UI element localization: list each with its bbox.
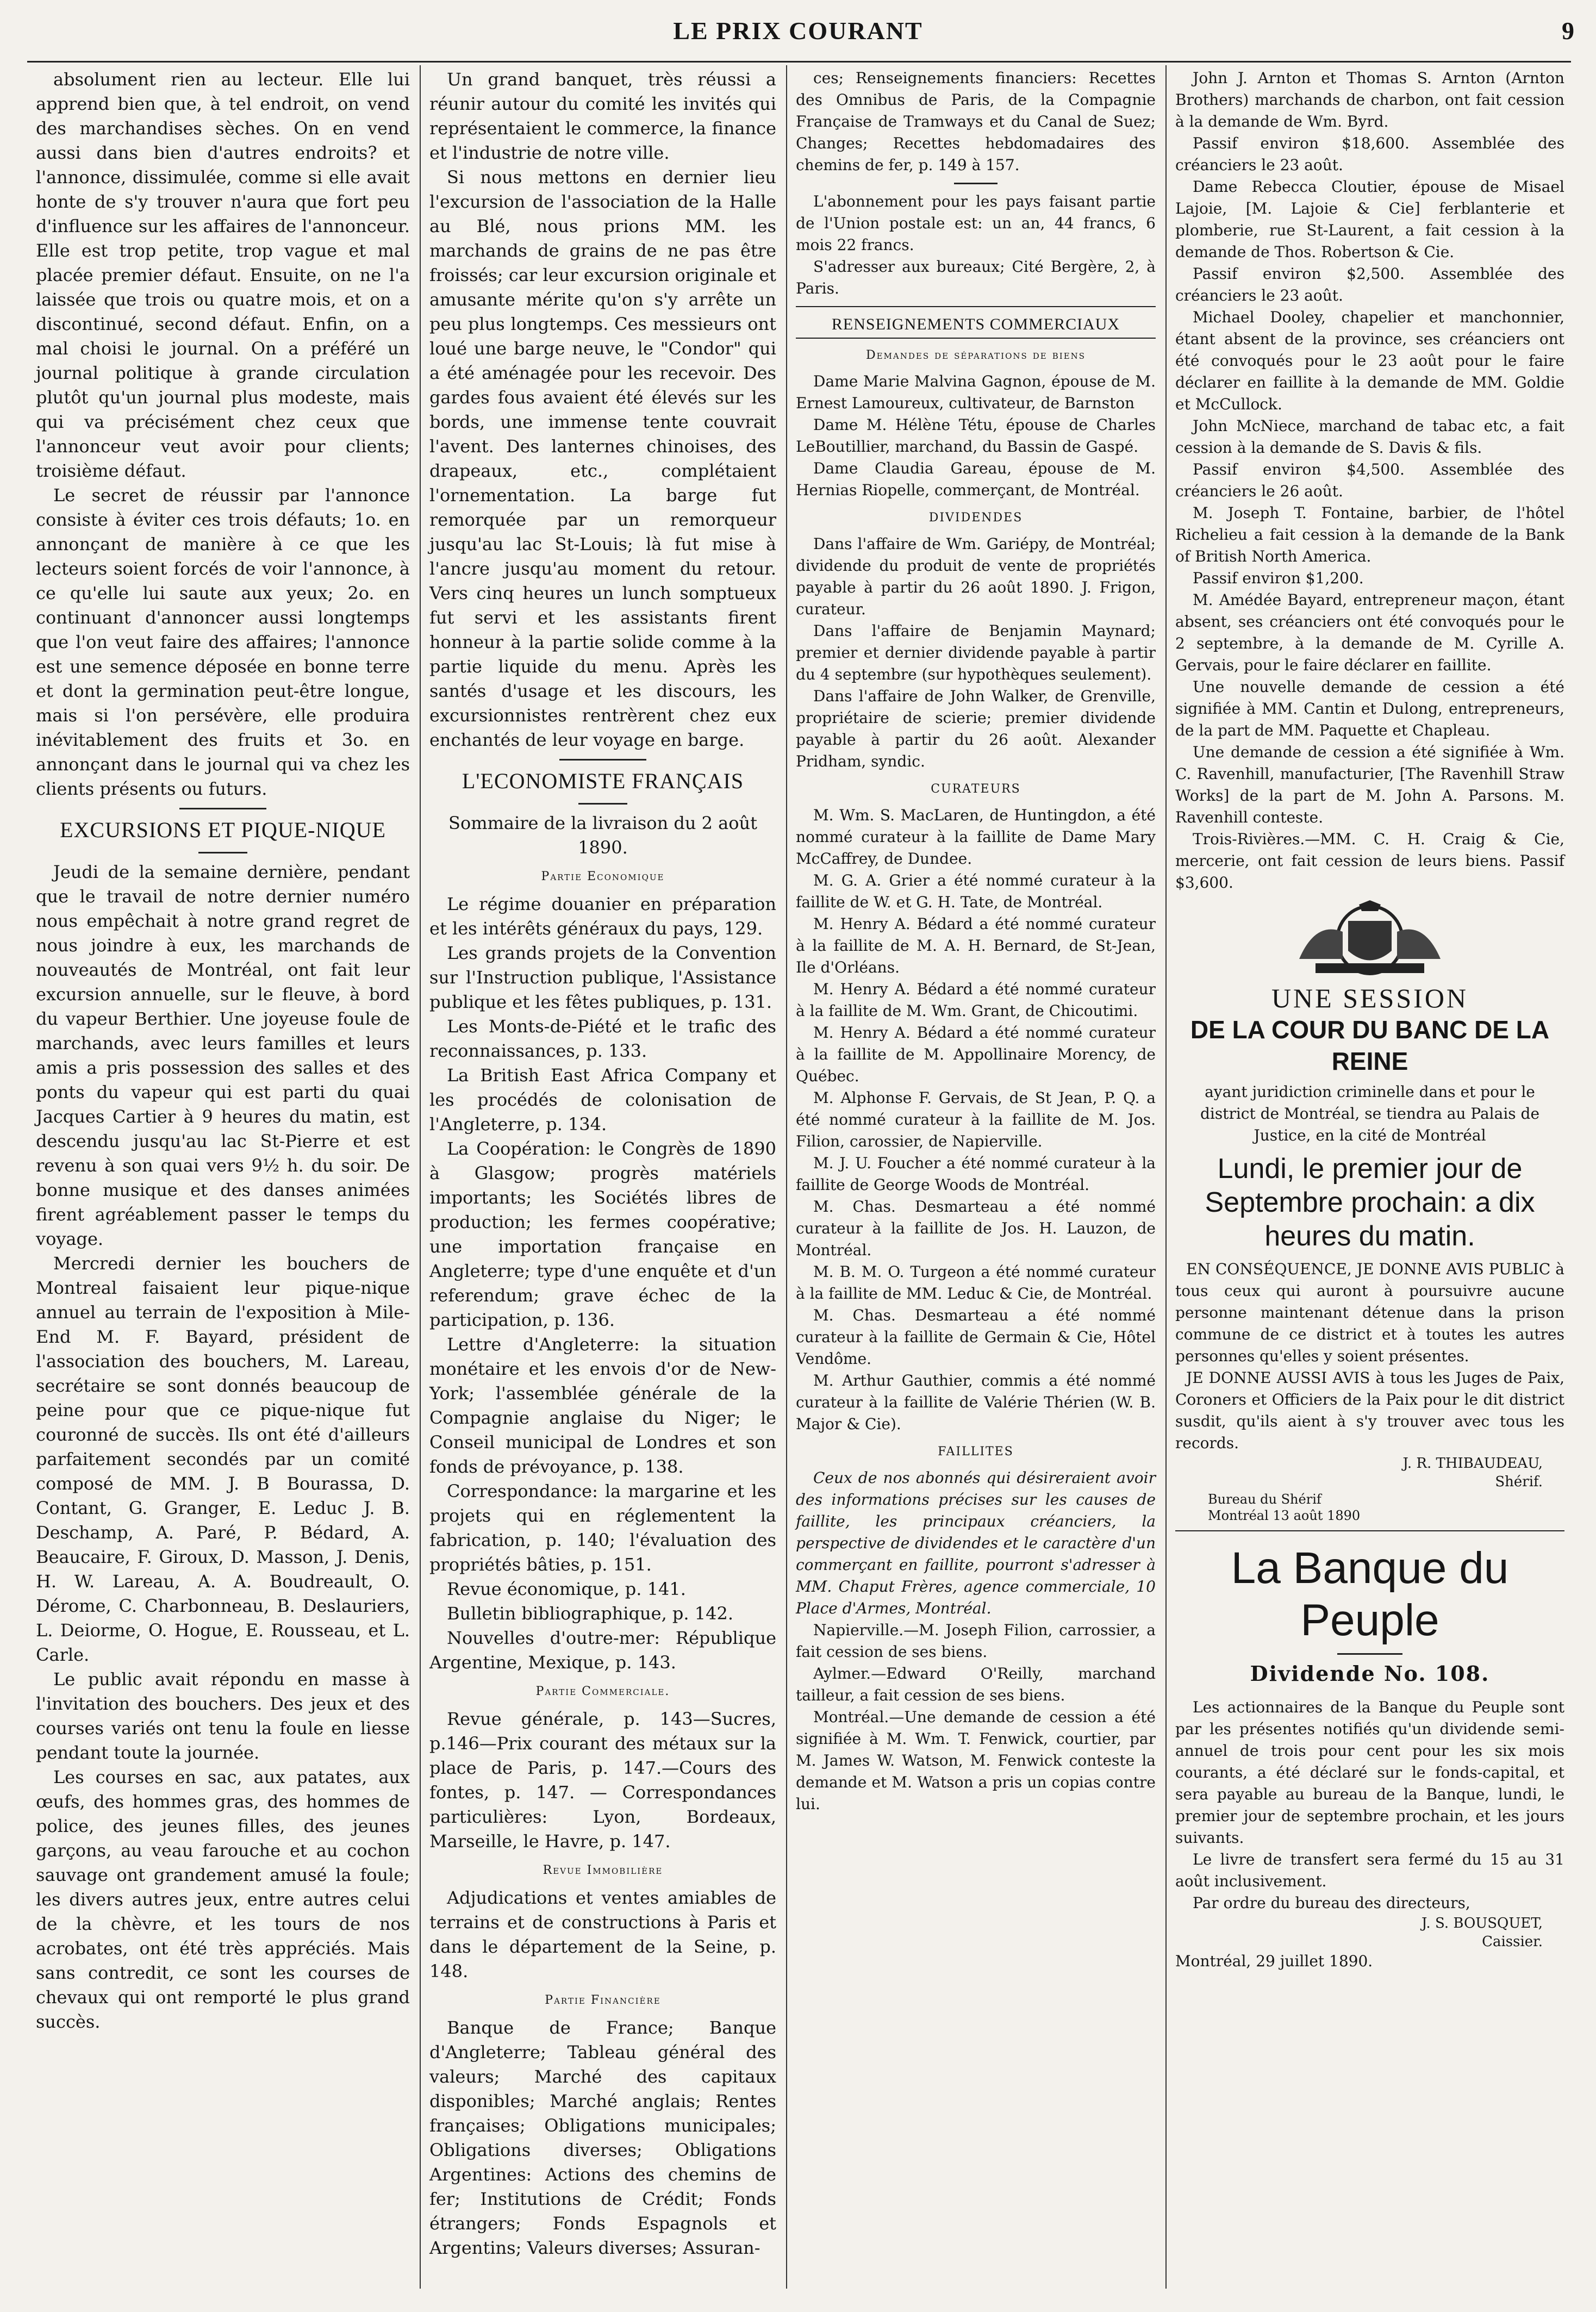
article-paragraph: Le public avait répondu en masse à l'invitation des bouchers. Des jeux et des courses variés ont tenu la foule en liesse pendant toute la journée. <box>36 1669 410 1763</box>
column-4 <box>1168 67 1572 2296</box>
session-subtitle: DE LA COUR DU BANC DE LA REINE <box>1190 1015 1550 1075</box>
article-paragraph: Les courses en sac, aux patates, aux œufs, des hommes gras, des hommes de police, des jeunes filles, des jeunes garçons, au veau farouche et au cochon sauvage ont grandement amusé la foule; les divers autres jeux, entre autres celui de la chèvre, et les tours de nos acrobates, ont été très appréciés. Mais sans contredit, ce sont les courses de chevaux qui ont remporté le plus grand succès. <box>36 1767 410 2032</box>
page-number: 9 <box>1562 17 1574 45</box>
list-item: Correspondance: la margarine et les projets qui en réglementent la fabrication, p. 140; l'évaluation des propriétés bâties, p. 151. <box>429 1481 776 1575</box>
list-item: M. Wm. S. MacLaren, de Huntingdon, a été nommé curateur à la faillite de Dame Mary McCaffrey, de Dundee. <box>796 806 1156 868</box>
list-item: Passif environ $1,200. <box>1193 569 1364 587</box>
list-item: Passif environ $4,500. Assemblée des créanciers le 26 août. <box>1175 460 1564 500</box>
royal-coat-of-arms-icon <box>1267 899 1473 981</box>
banque-paragraph: Le livre de transfert sera fermé du 15 au 31 août inclusivement. <box>1175 1850 1564 1890</box>
list-item: Lettre d'Angleterre: la situation monétaire et les envois d'or de New-York; l'assemblée générale de la Compagnie anglaise du Niger; le Conseil municipal de Londres et son fonds de prévoyance, p. 138. <box>429 1334 776 1477</box>
list-item: Montréal.—Une demande de cession a été signifiée à M. Wm. T. Fenwick, courtier, par M. James W. Watson, M. Fenwick conteste la demande et M. Watson a pris un copias contre lui. <box>796 1708 1156 1813</box>
header-rule <box>27 61 1571 63</box>
list-item: M. Arthur Gauthier, commis a été nommé curateur à la faillite de Valérie Thérien (W. B. Major & Cie). <box>796 1372 1156 1433</box>
session-jurisdiction: ayant juridiction criminelle dans et pour le district de Montréal, se tiendra au Palais de Justice, en la cité de Montréal <box>1200 1083 1540 1144</box>
list-item: Banque de France; Banque d'Angleterre; Tableau général des valeurs; Marché des capitaux disponibles; Marché anglais; Rentes françaises; Obligations municipales; Obligations diverses; Obligations Argentines: Actions des chemins de fer; Institutions de Crédit; Fonds étrangers; Fonds Espagnols et Argentins; Valeurs diverses; Assuran- <box>429 2017 776 2258</box>
article-paragraph: S'adresser aux bureaux; Cité Bergère, 2, à Paris. <box>796 258 1156 297</box>
article-paragraph: Mercredi dernier les bouchers de Montreal faisaient leur pique-nique annuel au terrain de l'exposition à Mile-End M. F. Bayard, président de l'association des bouchers, M. Lareau, secrétaire se sont donnés beaucoup de peine pour que ce pique-nique fut couronné de succès. Ils ont été d'ailleurs parfaitement secondés par un comité composé de MM. J. B Bourassa, D. Contant, G. Granger, E. Leduc J. B. Deschamp, A. Paré, P. Bédard, A. Beaucaire, F. Giroux, D. Masson, J. Denis, H. W. Lareau, A. A. Boudreault, O. Dérome, C. Charbonneau, B. Deslauriers, L. Deiorme, O. Hogue, E. Rousseau, et L. Carle. <box>36 1253 410 1665</box>
article-paragraph: Jeudi de la semaine dernière, pendant que le travail de notre dernier numéro nous empêchait à notre grand regret de nous joindre à eux, les marchands de nouveautés de Montréal, ont fait leur excursion annuelle, sur le fleuve, à bord du vapeur Berthier. Une joyeuse foule de marchands, avec leurs familles et leurs amis a pris possession des salles et des ponts du vapeur qui est parti du quai Jacques Cartier à 9 heures du matin, est descendu jusqu'au lac St-Pierre et est revenu à son quai vers 9½ h. du soir. De bonne musique et des danses animées firent agréablement passer le temps du voyage. <box>36 862 410 1249</box>
list-item: Dame Marie Malvina Gagnon, épouse de M. Ernest Lamoureux, cultivateur, de Barnston <box>796 372 1156 412</box>
list-item: La Coopération: le Congrès de 1890 à Glasgow; progrès matériels importants; les Sociétés libres de production; les fermes coopérative; une importation française en Angleterre; type d'une enquête et d'un referendum; grave échec de la participation, p. 136. <box>429 1138 776 1330</box>
article-paragraph: Un grand banquet, très réussi a réunir autour du comité les invités qui représentaient le commerce, la finance et l'industrie de notre ville. <box>429 69 776 163</box>
list-item: La British East Africa Company et les procédés de colonisation de l'Angleterre, p. 134. <box>429 1065 776 1135</box>
list-item: M. Henry A. Bédard a été nommé curateur à la faillite de M. Wm. Grant, de Chicoutimi. <box>796 980 1156 1020</box>
list-item: Une nouvelle demande de cession a été signifiée à MM. Cantin et Dulong, entrepreneurs, de la part de MM. Paquette et Chapleau. <box>1175 678 1564 739</box>
article-paragraph: absolument rien au lecteur. Elle lui apprend bien que, à tel endroit, on vend des marchandises sèches. On en vend aussi dans bien d'autres endroits? et l'annonce, dissimulée, comme si elle avait honte de s'y trouver n'aura que fort peu d'influence sur les affaires de l'annonceur. Elle est trop petite, trop vague et mal placée premier défaut. Ensuite, on ne l'a laissée que trois ou quatre mois, et on a discontinué, second défaut. Enfin, on a mal choisi le journal. On a préféré un journal politique à grande circulation plutôt qu'un journal plus modeste, mais qui va précisément chez ceux que l'annonceur veut avoir pour clients; troisième défaut. <box>36 69 410 481</box>
list-item: Passif environ $2,500. Assemblée des créanciers le 23 août. <box>1175 265 1564 304</box>
list-item: M. B. M. O. Turgeon a été nommé curateur à la faillite de MM. Leduc & Cie, de Montréal. <box>796 1263 1156 1303</box>
banque-title: La Banque du Peuple <box>1231 1543 1509 1645</box>
list-item: Bulletin bibliographique, p. 142. <box>447 1603 733 1624</box>
faillites-intro: Ceux de nos abonnés qui désireraient avoir des informations précises sur les causes de faillite, les principaux créanciers, la perspective de dividendes et le caractère d'un commerçant en faillite, pourront s'adresser à MM. Chaput Frères, agence commerciale, 10 Place d'Armes, Montréal. <box>796 1469 1156 1617</box>
list-item: Le régime douanier en préparation et les intérêts généraux du pays, 129. <box>429 894 776 939</box>
section-separator <box>198 852 247 853</box>
list-item: M. Henry A. Bédard a été nommé curateur à la faillite de M. Appollinaire Morency, de Québec. <box>796 1024 1156 1085</box>
column-divider <box>1165 65 1167 2289</box>
list-item: Les Monts-de-Piété et le trafic des reconnaissances, p. 133. <box>429 1016 776 1061</box>
list-item: M. Joseph T. Fontaine, barbier, de l'hôtel Richelieu a fait cession à la demande de la Bank of British North America. <box>1175 504 1564 565</box>
section-heading: L'ECONOMISTE FRANÇAIS <box>462 769 744 793</box>
list-item: Aylmer.—Edward O'Reilly, marchand tailleur, a fait cession de ses biens. <box>796 1665 1156 1704</box>
section-heading: RENSEIGNEMENTS COMMERCIAUX <box>831 315 1120 333</box>
list-item: M. J. U. Foucher a été nommé curateur à la faillite de George Woods de Montréal. <box>796 1154 1156 1194</box>
article-paragraph: L'abonnement pour les pays faisant partie de l'Union postale est: un an, 44 francs, 6 mois 22 francs. <box>796 192 1156 254</box>
list-item: Dame Rebecca Cloutier, épouse de Misael Lajoie, [M. Lajoie & Cie] ferblanterie et plomberie, rue St-Laurent, a fait cession à la demande de Thos. Robertson & Cie. <box>1175 178 1564 261</box>
session-notice: JE DONNE AUSSI AVIS à tous les Juges de Paix, Coroners et Officiers de la Paix pour le dit district susdit, qu'ils aient à s'y trouver avec tous les records. <box>1175 1369 1564 1452</box>
section-separator <box>578 803 627 805</box>
subsection-heading: Partie Financière <box>545 1993 661 2007</box>
list-item: Passif environ $18,600. Assemblée des créanciers le 23 août. <box>1175 134 1564 174</box>
list-item: Napierville.—M. Joseph Filion, carrossier, a fait cession de ses biens. <box>796 1621 1156 1661</box>
list-item: Adjudications et ventes amiables de terrains et de constructions à Paris et dans le département de la Seine, p. 148. <box>429 1887 776 1981</box>
subsection-heading: DIVIDENDES <box>928 511 1023 525</box>
column-divider <box>786 65 787 2289</box>
article-paragraph: Si nous mettons en dernier lieu l'excursion de l'association de la Halle au Blé, nous prions MM. les marchands de grains de ne pas être froissés; car leur excursion originale et amusante mérite qu'on s'y arrête un peu plus longtemps. Ces messieurs ont loué une barge neuve, le "Condor" qui a été aménagée pour les recevoir. Des gardes fous avaient été élevés sur les bords, une immense tente couvrait l'avent. Des lanternes chinoises, des drapeaux, etc., complétaient l'ornementation. La barge fut remorquée par un remorqueur jusqu'au lac St-Louis; là fut mise à l'ancre jusqu'au moment du retour. Vers cinq heures un lunch somptueux fut servi et les assistants firent honneur à la partie solide comme à la partie liquide du menu. Après les santés d'usage et les discours, les excursionnistes rentrèrent chez eux enchantés de leur voyage en barge. <box>429 167 776 750</box>
list-item: John J. Arnton et Thomas S. Arnton (Arnton Brothers) marchands de charbon, ont fait cession à la demande de Wm. Byrd. <box>1175 69 1564 130</box>
article-paragraph: Le secret de réussir par l'annonce consiste à éviter ces trois défauts; 1o. en annonçant de manière à ce que les lecteurs soient forcés de voir l'annonce, à ce qu'elle lui saute aux yeux; 2o. en continuant d'annoncer aussi longtemps que l'on veut faire des affaires; l'annonce est une semence déposée en bonne terre et dont la germination peut-être longue, mais si l'on persévère, elle produira inévitablement des fruits et 3o. en annonçant dans le journal qui va chez les clients présents ou futurs. <box>36 485 410 799</box>
sheriff-signature: J. R. THIBAUDEAU, <box>1402 1455 1543 1472</box>
banque-paragraph: Les actionnaires de la Banque du Peuple sont par les présentes notifiés qu'un dividende semi-annuel de trois pour cent pour les six mois courants, a été déclaré sur le fonds-capital, et sera payable au bureau de la Banque, lundi, le premier jour de septembre prochain, et les jours suivants. <box>1175 1698 1564 1847</box>
session-date-notice: Lundi, le premier jour de Septembre prochain: a dix heures du matin. <box>1205 1153 1535 1252</box>
session-title: UNE SESSION <box>1271 983 1469 1013</box>
article-paragraph: ces; Renseignements financiers: Recettes des Omnibus de Paris, de la Compagnie Française de Tramways et du Canal de Suez; Changes; Recettes hebdomadaires des chemins de fer, p. 149 à 157. <box>796 69 1156 174</box>
cashier-role: Caissier. <box>1482 1934 1543 1950</box>
list-item: Revue générale, p. 143—Sucres, p.146—Prix courant des métaux sur la place de Paris, p. 147.—Cours des fontes, p. 147. — Correspondances particulières: Lyon, Bordeaux, Marseille, le Havre, p. 147. <box>429 1709 776 1852</box>
cashier-signature: J. S. BOUSQUET, <box>1422 1915 1543 1931</box>
dividende-heading: Dividende No. 108. <box>1250 1661 1490 1686</box>
list-item: M. Chas. Desmarteau a été nommé curateur à la faillite de Jos. H. Lauzon, de Montréal. <box>796 1198 1156 1259</box>
sommaire-line: Sommaire de la livraison du 2 août 1890. <box>448 813 757 858</box>
list-item: M. Chas. Desmarteau a été nommé curateur à la faillite de Germain & Cie, Hôtel Vendôme. <box>796 1306 1156 1368</box>
subsection-heading: CURATEURS <box>931 782 1021 796</box>
subsection-heading: Partie Economique <box>541 870 665 883</box>
banque-date: Montréal, 29 juillet 1890. <box>1175 1952 1373 1970</box>
list-item: Michael Dooley, chapelier et manchonnier, étant absent de la province, ses créanciers ont été convoqués pour le 23 août pour le faire déclarer en faillite à la demande de MM. Goldie et McCullock. <box>1175 308 1564 413</box>
list-item: M. G. A. Grier a été nommé curateur à la faillite de W. et G. H. Tate, de Montréal. <box>796 871 1156 911</box>
list-item: Les grands projets de la Convention sur l'Instruction publique, l'Assistance publique et les fêtes publiques, p. 131. <box>429 943 776 1012</box>
list-item: Nouvelles d'outre-mer: République Argentine, Mexique, p. 143. <box>429 1628 776 1673</box>
list-item: Dans l'affaire de Benjamin Maynard; premier et dernier dividende payable à partir du 4 septembre (sur hypothèques seulement). <box>796 622 1156 683</box>
list-item: Dans l'affaire de John Walker, de Grenville, propriétaire de scierie; premier dividende payable à partir du 26 août. Alexander Pridham, syndic. <box>796 687 1156 770</box>
masthead <box>0 0 1596 54</box>
list-item: M. Alphonse F. Gervais, de St Jean, P. Q. a été nommé curateur à la faillite de M. Jos. Filion, carossier, de Napierville. <box>796 1089 1156 1150</box>
subsection-heading: Demandes de séparations de biens <box>865 348 1086 362</box>
list-item: M. Henry A. Bédard a été nommé curateur à la faillite de M. A. H. Bernard, de St-Jean, Ile d'Orléans. <box>796 915 1156 976</box>
column-2 <box>422 67 784 2296</box>
subsection-heading: Revue Immobilière <box>543 1864 663 1877</box>
list-item: Revue économique, p. 141. <box>447 1579 686 1599</box>
section-heading: EXCURSIONS ET PIQUE-NIQUE <box>60 818 386 842</box>
subsection-heading: FAILLITES <box>938 1445 1014 1459</box>
section-separator <box>559 759 646 761</box>
sheriff-role: Shérif. <box>1495 1474 1543 1490</box>
list-item: Une demande de cession a été signifiée à Wm. C. Ravenhill, manufacturier, [The Ravenhill Straw Works] de la part de M. John A. Parsons. M. Ravenhill conteste. <box>1175 743 1564 826</box>
newspaper-title: LE PRIX COURANT <box>673 17 923 45</box>
bureau-line: Bureau du Shérif <box>1208 1492 1321 1507</box>
list-item: M. Amédée Bayard, entrepreneur maçon, étant absent, ses créanciers ont été convoqués pour le 2 septembre, à la demande de M. Cyrille A. Gervais, pour le faire déclarer en faillite. <box>1175 591 1564 674</box>
column-3 <box>788 67 1163 2296</box>
session-notice: EN CONSÉQUENCE, JE DONNE AVIS PUBLIC à tous ceux qui auront à poursuivre aucune personne maintenant détenue dans la prison commune de ce district et à toutes les autres personnes qu'elles y soient présentes. <box>1175 1260 1564 1365</box>
section-separator <box>796 338 1156 339</box>
list-item: John McNiece, marchand de tabac etc, a fait cession à la demande de S. Davis & fils. <box>1175 417 1564 457</box>
bureau-date: Montréal 13 août 1890 <box>1208 1508 1361 1523</box>
list-item: Trois-Rivières.—MM. C. H. Craig & Cie, mercerie, ont fait cession de leurs biens. Passif $3,600. <box>1175 830 1564 892</box>
column-divider <box>420 65 421 2289</box>
list-item: Dans l'affaire de Wm. Gariépy, de Montréal; dividende du produit de vente de propriétés payable à partir du 26 août 1890. J. Frigon, curateur. <box>796 535 1156 618</box>
banque-paragraph: Par ordre du bureau des directeurs, <box>1193 1894 1470 1912</box>
section-separator <box>796 306 1156 307</box>
section-separator <box>1175 1530 1564 1531</box>
list-item: Dame Claudia Gareau, épouse de M. Hernias Riopelle, commerçant, de Montréal. <box>796 459 1156 499</box>
section-separator <box>1337 1653 1402 1655</box>
list-item: Dame M. Hélène Tétu, épouse de Charles LeBoutillier, marchand, du Bassin de Gaspé. <box>796 416 1156 456</box>
section-separator <box>179 808 266 809</box>
subsection-heading: Partie Commerciale. <box>535 1685 670 1698</box>
column-1 <box>28 67 417 2296</box>
section-separator <box>954 183 998 184</box>
